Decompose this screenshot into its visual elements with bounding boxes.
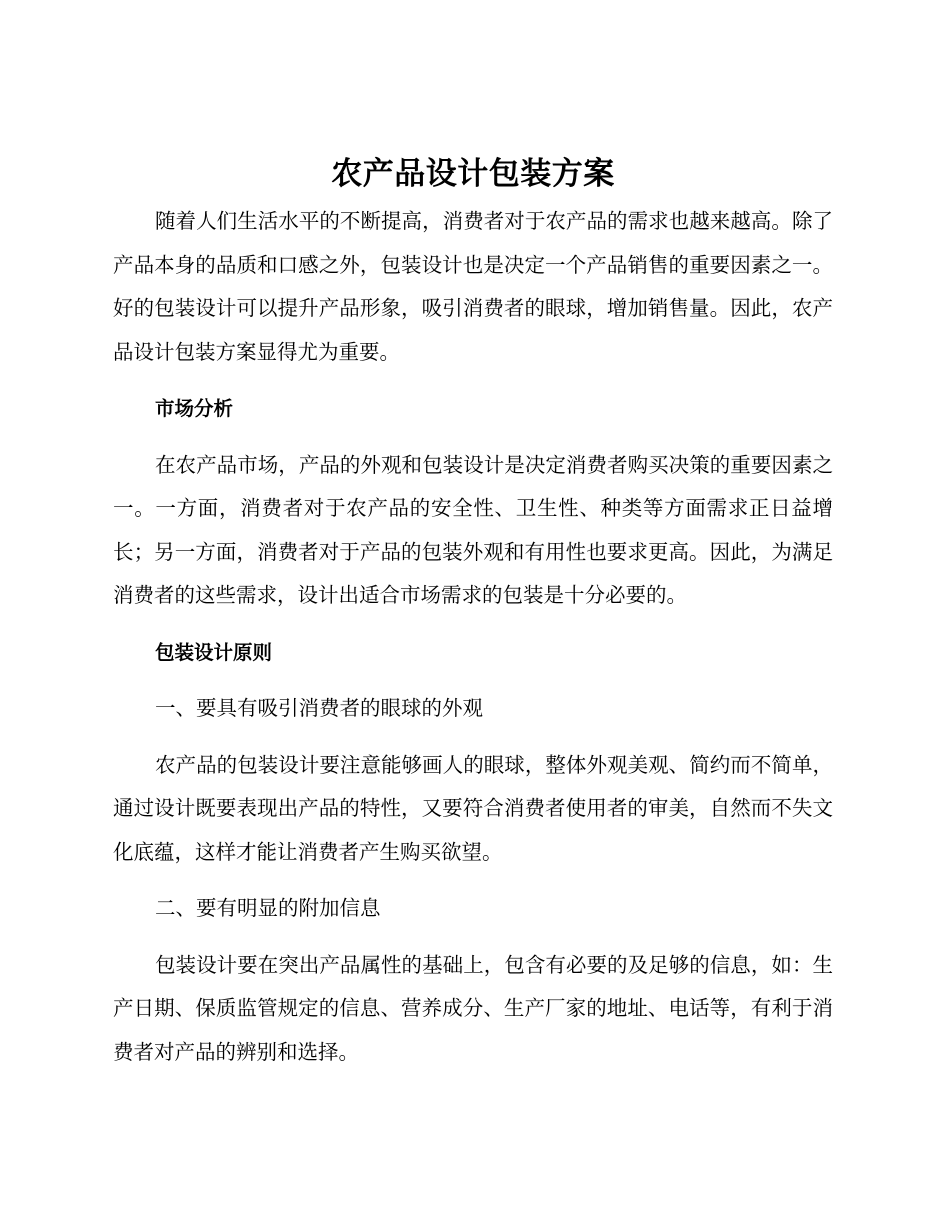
principle-2-title: 二、要有明显的附加信息	[155, 896, 381, 920]
section-heading-principles: 包装设计原则	[155, 640, 273, 664]
intro-paragraph: 随着人们生活水平的不断提高，消费者对于农产品的需求也越来越高。除了产品本身的品质和口感之外，包装设计也是决定一个产品销售的重要因素之一。好的包装设计可以提升产品形象，吸引消费者的眼球，增加销售量。因此，农产品设计包装方案显得尤为重要。	[113, 209, 833, 364]
principle-1-paragraph: 农产品的包装设计要注意能够画人的眼球，整体外观美观、简约而不简单，通过设计既要表现出产品的特性，又要符合消费者使用者的审美，自然而不失文化底蕴，这样才能让消费者产生购买欲望。	[113, 752, 833, 864]
principle-2-paragraph: 包装设计要在突出产品属性的基础上，包含有必要的及足够的信息，如：生产日期、保质监管规定的信息、营养成分、生产厂家的地址、电话等，有利于消费者对产品的辨别和选择。	[113, 952, 833, 1064]
market-paragraph: 在农产品市场，产品的外观和包装设计是决定消费者购买决策的重要因素之一。一方面，消费者对于农产品的安全性、卫生性、种类等方面需求正日益增长；另一方面，消费者对于产品的包装外观和有用性也要求更高。因此，为满足消费者的这些需求，设计出适合市场需求的包装是十分必要的。	[113, 452, 833, 607]
section-heading-market: 市场分析	[155, 397, 234, 420]
document-page	[113, 148, 833, 1074]
principle-1-title: 一、要具有吸引消费者的眼球的外观	[155, 696, 483, 720]
document-title: 农产品设计包装方案	[331, 156, 615, 192]
